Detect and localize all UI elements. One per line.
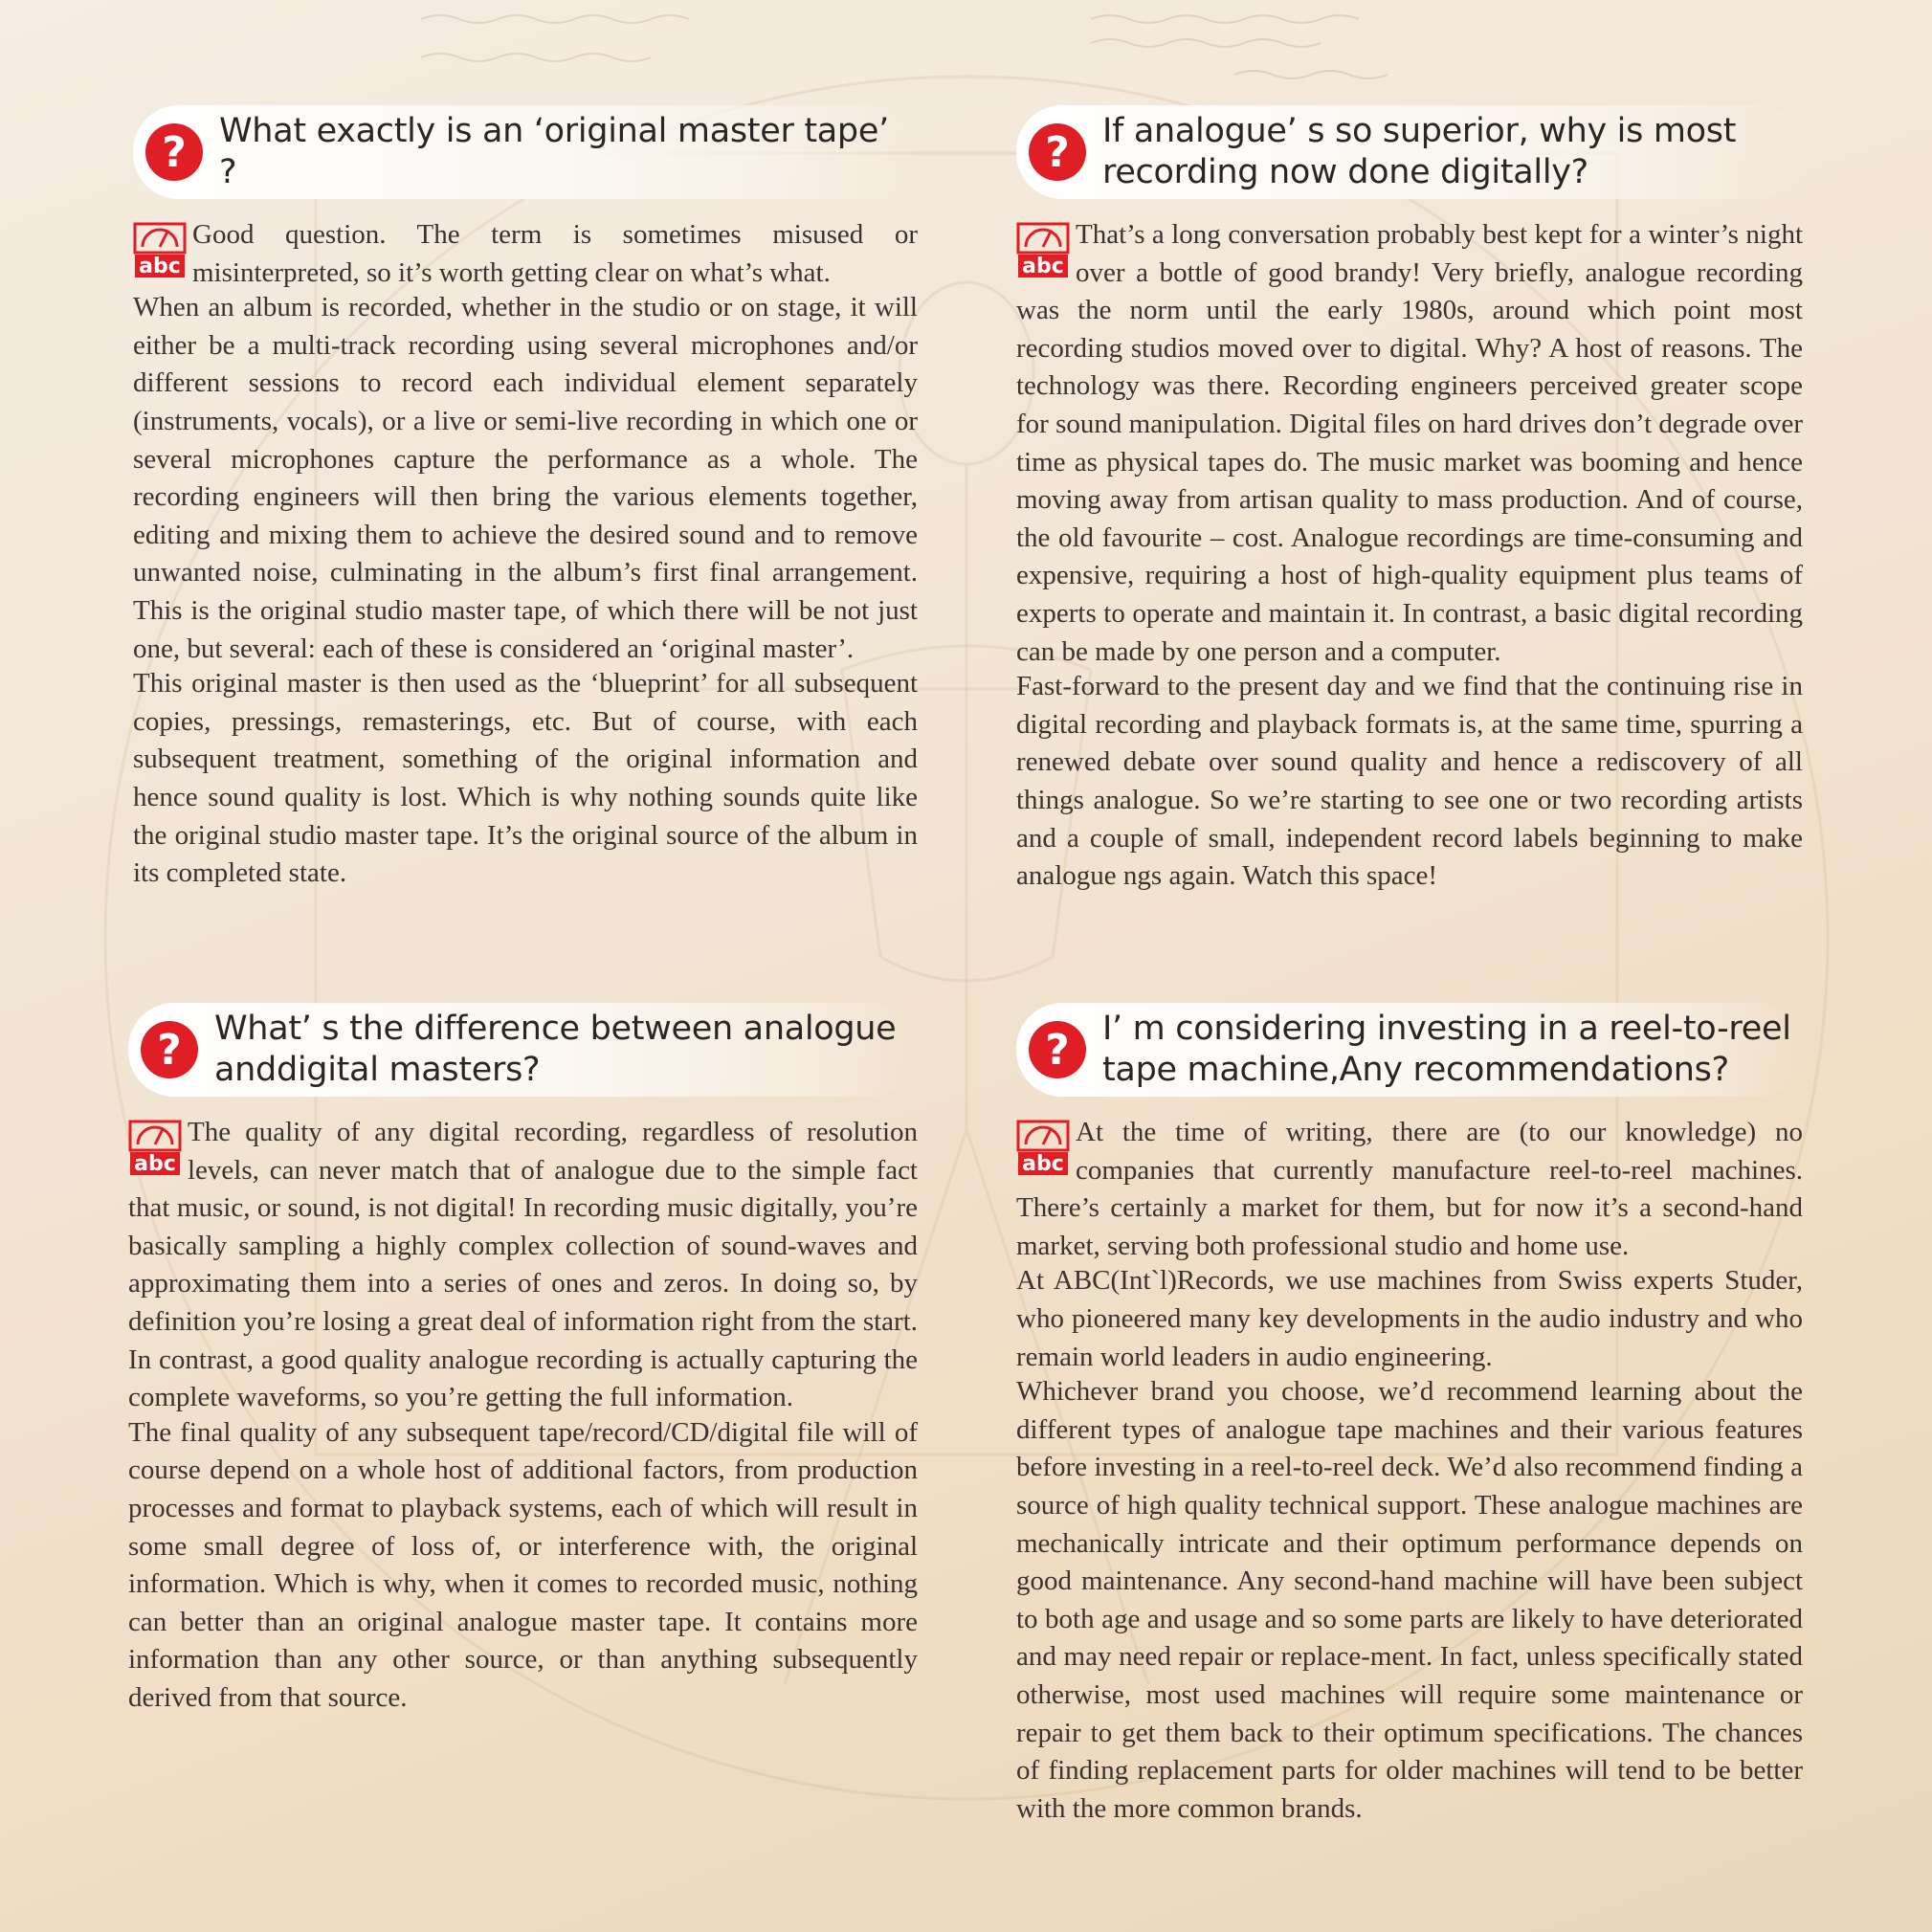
answer-body bbox=[128, 1114, 918, 1718]
answer-paragraph: When an album is recorded, whether in the studio or on stage, it will either be a multi-track recording using several microphones and/or different sessions to record each individual element separately (instruments, vocals), or a live or semi-live recording in which one or several microphones capture the performance as a whole. The recording engineers will then bring the various elements together, editing and mixing them to achieve the desired sound and to remove unwanted noise, culminating in the album’s first final arrangement. This is the original studio master tape, of which there will be not just one, but several: each of these is considered an ‘original master’. bbox=[133, 292, 918, 664]
faq-item bbox=[128, 1003, 918, 1715]
answer-paragraph: That’s a long conversation probably best kept for a winter’s night over a bottle of good brandy! Very briefly, analogue recording was the norm until the early 1980s, around which point most recording studios moved over to digital. Why? A host of reasons. The technology was there. Recording engineers perceived greater scope for sound manipulation. Digital files on hard drives don’t degrade over time as physical tapes do. The music market was booming and hence moving away from artisan quality to mass production. And of course, the old favourite – cost. Analogue recordings are time-consuming and expensive, requiring a host of high-quality equipment plus teams of experts to operate and maintain it. In contrast, a basic digital recording can be made by one person and a computer. bbox=[1016, 219, 1803, 667]
question-header bbox=[133, 105, 918, 199]
answer-paragraph: Good question. The term is sometimes misused or misinterpreted, so it’s worth getting clear on what’s what. bbox=[192, 219, 918, 288]
svg-text:?: ? bbox=[162, 128, 187, 177]
faq-item bbox=[133, 105, 918, 890]
answer-paragraph: The final quality of any subsequent tape/record/CD/digital file will of course depend on a whole host of additional factors, from production processes and format to playback systems, each of which will result in some small degree of loss of, or interference with, the original information. Which is why, when it comes to recorded music, nothing can better than an original analogue master tape. It contains more information than any other source, or than anything subsequently derived from that source. bbox=[128, 1416, 918, 1713]
faq-item bbox=[1016, 1003, 1803, 1825]
question-header bbox=[128, 1003, 918, 1097]
question-mark-icon bbox=[1028, 122, 1087, 182]
answer-paragraph: The quality of any digital recording, regardless of resolution levels, can never match that of analogue due to the simple fact that music, or sound, is not digital! In recording music digitally, you’re basically sampling a highly complex collection of sound-waves and approximating them into a series of ones and zeros. In doing so, by definition you’re losing a great deal of information right from the start. In contrast, a good quality analogue recording is actually capturing the complete waveforms, so you’re getting the full information. bbox=[128, 1117, 918, 1413]
svg-text:abc: abc bbox=[1022, 255, 1064, 278]
abc-logo-icon bbox=[1016, 1120, 1070, 1177]
answer-body bbox=[1016, 216, 1803, 896]
question-mark-icon bbox=[144, 122, 204, 182]
abc-logo-icon bbox=[133, 222, 187, 279]
answer-paragraph: At the time of writing, there are (to our knowledge) no companies that currently manufacture reel-to-reel machines. There’s certainly a market for them, but for now it’s a second-hand market, serving both professional studio and home use. bbox=[1016, 1117, 1803, 1261]
answer-body bbox=[133, 216, 918, 893]
svg-text:?: ? bbox=[1045, 1026, 1070, 1075]
answer-paragraph: At ABC(Int`l)Records, we use machines from Swiss experts Studer, who pioneered many key developments in the audio industry and who remain world leaders in audio engineering. bbox=[1016, 1265, 1803, 1372]
question-header bbox=[1016, 105, 1803, 199]
question-mark-icon bbox=[140, 1020, 199, 1079]
question-mark-icon bbox=[1028, 1020, 1087, 1079]
answer-paragraph: Whichever brand you choose, we’d recommend learning about the different types of analogue tape machines and their various features before investing in a reel-to-reel deck. We’d also recommend finding a source of high quality technical support. These analogue machines are mechanically intricate and their optimum performance depends on good maintenance. Any second-hand machine will have been subject to both age and usage and so some parts are likely to have deteriorated and may need repair or replace-ment. In fact, unless specifically stated otherwise, most used machines will require some maintenance or repair to get them back to their optimum specifications. The chances of finding replacement parts for older machines will tend to be better with the more common brands. bbox=[1016, 1376, 1803, 1824]
question-title: What exactly is an ‘original master tape’ ? bbox=[219, 112, 889, 191]
abc-logo-icon bbox=[128, 1120, 182, 1177]
svg-text:?: ? bbox=[1045, 128, 1070, 177]
svg-text:abc: abc bbox=[1022, 1152, 1064, 1176]
question-header bbox=[1016, 1003, 1803, 1097]
svg-text:abc: abc bbox=[134, 1152, 176, 1176]
question-title: If analogue’ s so superior, why is most recording now done digitally? bbox=[1102, 112, 1737, 191]
abc-logo-icon bbox=[1016, 222, 1070, 279]
answer-body bbox=[1016, 1114, 1803, 1828]
answer-paragraph: Fast-forward to the present day and we find that the continuing rise in digital recording and playback formats is, at the same time, spurring a renewed debate over sound quality and hence a rediscovery of all things analogue. So we’re starting to see one or two recording artists and a couple of small, independent record labels beginning to make analogue ngs again. Watch this space! bbox=[1016, 671, 1803, 892]
svg-text:?: ? bbox=[157, 1026, 182, 1075]
answer-paragraph: This original master is then used as the ‘blueprint’ for all subsequent copies, pressings, remasterings, etc. But of course, with each subsequent treatment, something of the original information and hence sound quality is lost. Which is why nothing sounds quite like the original studio master tape. It’s the original source of the album in its completed state. bbox=[133, 668, 918, 889]
question-title: I’ m considering investing in a reel-to-reel tape machine,Any recommendations? bbox=[1102, 1010, 1791, 1089]
faq-item bbox=[1016, 105, 1803, 893]
question-title: What’ s the difference between analogue anddigital masters? bbox=[214, 1010, 897, 1089]
svg-text:abc: abc bbox=[139, 255, 181, 278]
